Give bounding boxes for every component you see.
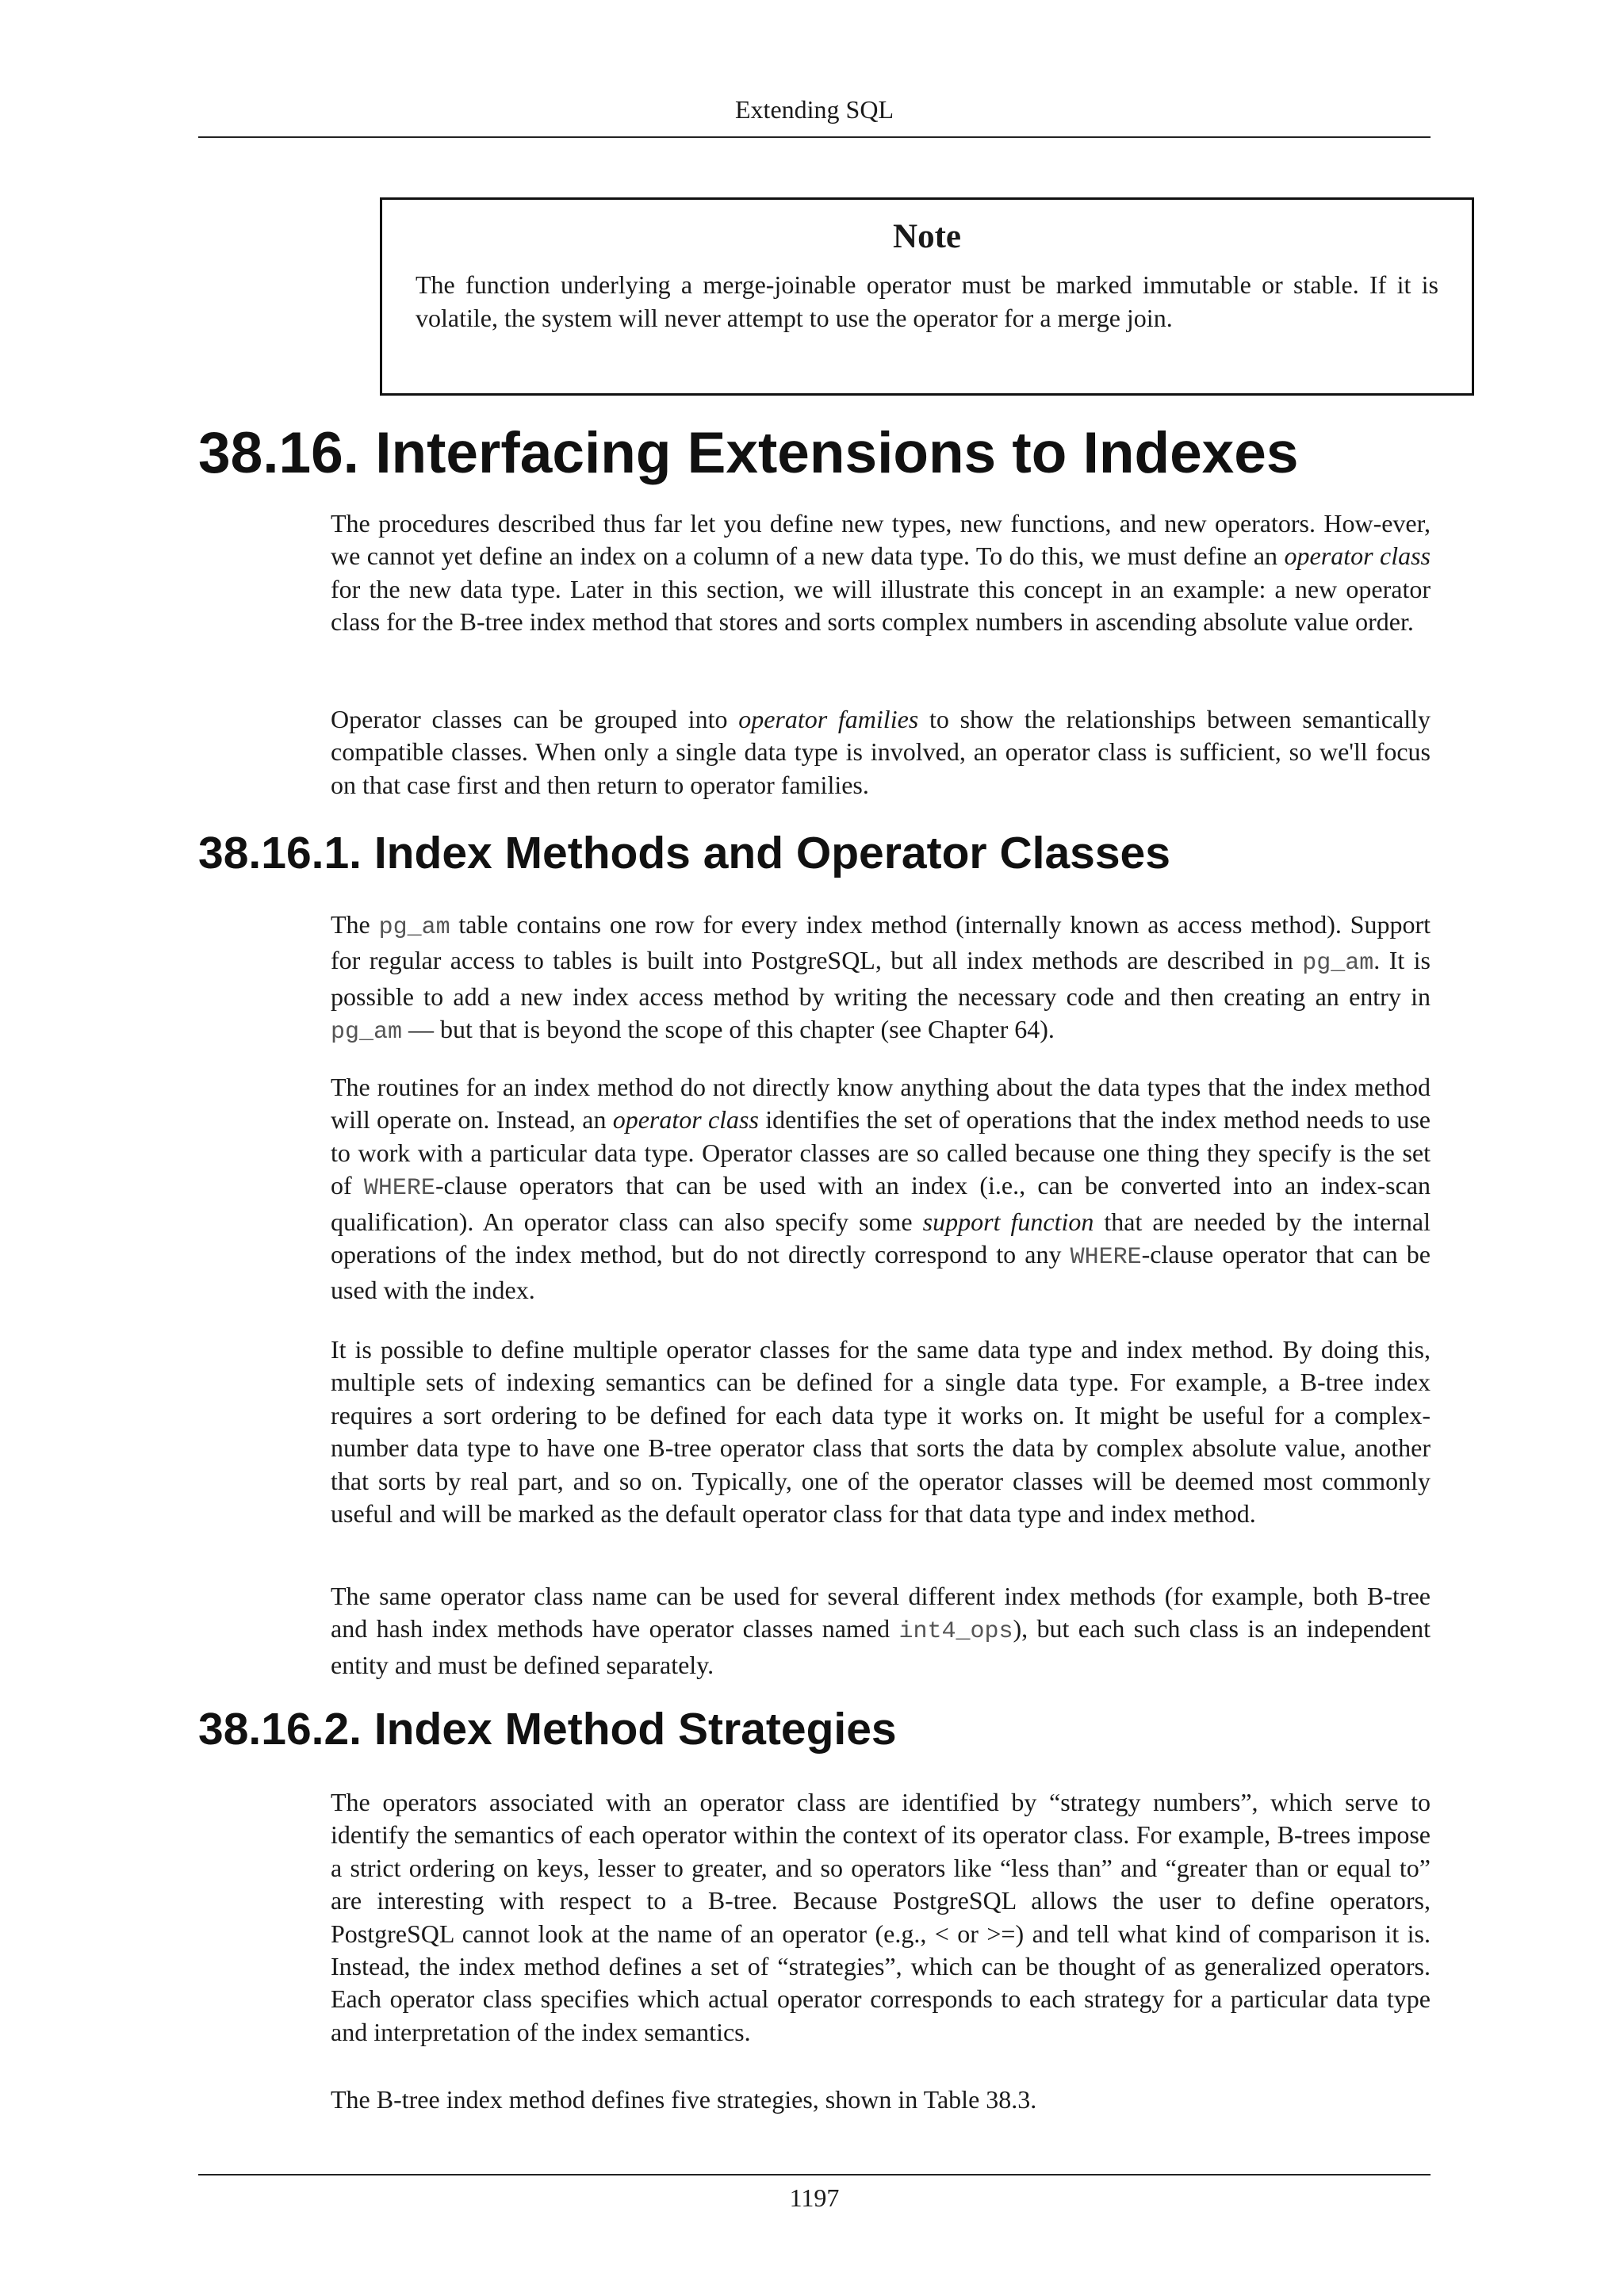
sub1-paragraph-1 [331,909,1431,1050]
term-operator-class: operator class [1284,541,1431,571]
text-run: The procedures described thus far let you define new types, new functions, and new operators. How-ever, we cannot yet define an index on a column of a new data type. To do this, we must define an [331,509,1431,571]
sub1-paragraph-2 [331,1071,1431,1307]
section-intro-paragraph-2 [331,703,1431,802]
sub2-paragraph-1: The operators associated with an operator class are identified by “strategy numbers”, which serve to identify the semantics of each operator within the context of its operator class. For example, B-trees impose a strict ordering on keys, lesser to greater, and so operators like “less than” and “greater than or equal to” are interesting with respect to a B-tree. Because PostgreSQL allows the user to define operators, PostgreSQL cannot look at the name of an operator (e.g., < or >=) and tell what kind of comparison it is. Instead, the index method defines a set of “strategies”, which can be thought of as generalized operators. Each operator class specifies which actual operator corresponds to each strategy for a particular data type and interpretation of the index semantics. [331,1788,1431,2046]
note-title: Note [893,218,961,255]
code-where: WHERE [1070,1244,1142,1272]
note-text: The function underlying a merge-joinable operator must be marked immutable or stable. If it is volatile, the system will never attempt to use the operator for a merge join. [416,270,1438,332]
header-rule [198,136,1431,138]
term-operator-families: operator families [738,705,919,733]
code-int4-ops: int4_ops [898,1618,1013,1646]
sub1-paragraph-4 [331,1580,1431,1682]
section-intro-paragraph-1 [331,507,1431,639]
sub1-paragraph-3: It is possible to define multiple operator classes for the same data type and index method. By doing this, multiple sets of indexing semantics can be defined for a single data type. For example, a B-tree index requires a sort ordering to be defined for each data type it works on. It might be useful for a complex-number data type to have one B-tree operator class that sorts the data by complex absolute value, another that sorts by real part, and so on. Typically, one of the operator classes will be deemed most commonly useful and will be marked as the default operator class for that data type and index method. [331,1335,1431,1529]
text-run: . It is possible to add a new index access method by writing the necessary code and then creating an entry in [331,946,1431,1011]
text-run: The same operator class name can be used for several different index methods (for example, both B-tree and hash index methods have operator classes named [331,1582,1431,1644]
text-run: — but that is beyond the scope of this chapter (see Chapter 64). [402,1015,1055,1044]
text-run: to show the relationships between semantically compatible classes. When only a single data type is involved, an operator class is sufficient, so we'll focus on that case first and then return to operator families. [331,705,1431,799]
section-title: 38.16. Interfacing Extensions to Indexes [198,421,1299,485]
text-run: The [331,910,379,939]
code-pg-am: pg_am [1302,950,1374,978]
text-run: for the new data type. Later in this section, we will illustrate this concept in an example: a new operator class for the B-tree index method that stores and sorts complex numbers in ascending absolute value order. [331,574,1431,637]
code-pg-am: pg_am [378,914,450,941]
text-run: table contains one row for every index method (internally known as access method). Support for regular access to tables is built into PostgreSQL, but all index methods are described in [331,910,1431,975]
text-run: The routines for an index method do not directly know anything about the data types that the index method will operate on. Instead, an [331,1073,1431,1135]
sub2-paragraph-2: The B-tree index method defines five strategies, shown in Table 38.3. [331,2085,1037,2114]
text-run: ), but each such class is an independent entity and must be defined separately. [331,1614,1431,1679]
text-run: identifies the set of operations that the index method needs to use to work with a particular data type. Operator classes are so called because one thing they specify is the set of [331,1105,1431,1200]
running-header: Extending SQL [735,95,894,124]
subsection-title-1: 38.16.1. Index Methods and Operator Classes [198,828,1170,878]
subsection-title-2: 38.16.2. Index Method Strategies [198,1704,897,1755]
footer-rule [198,2174,1431,2175]
text-run: that are needed by the internal operations of the index method, but do not directly correspond to any [331,1207,1431,1269]
text-run: -clause operators that can be used with an index (i.e., can be converted into an index-scan qualification). An operator class can also specify some [331,1171,1431,1236]
note-box [380,197,1474,396]
text-run: Operator classes can be grouped into [331,705,739,733]
term-support-function: support function [922,1207,1094,1236]
text-run: -clause operator that can be used with the index. [331,1240,1431,1305]
code-pg-am: pg_am [331,1019,403,1047]
term-operator-class: operator class [612,1105,759,1135]
page-number: 1197 [789,2183,840,2212]
code-where: WHERE [363,1175,435,1203]
